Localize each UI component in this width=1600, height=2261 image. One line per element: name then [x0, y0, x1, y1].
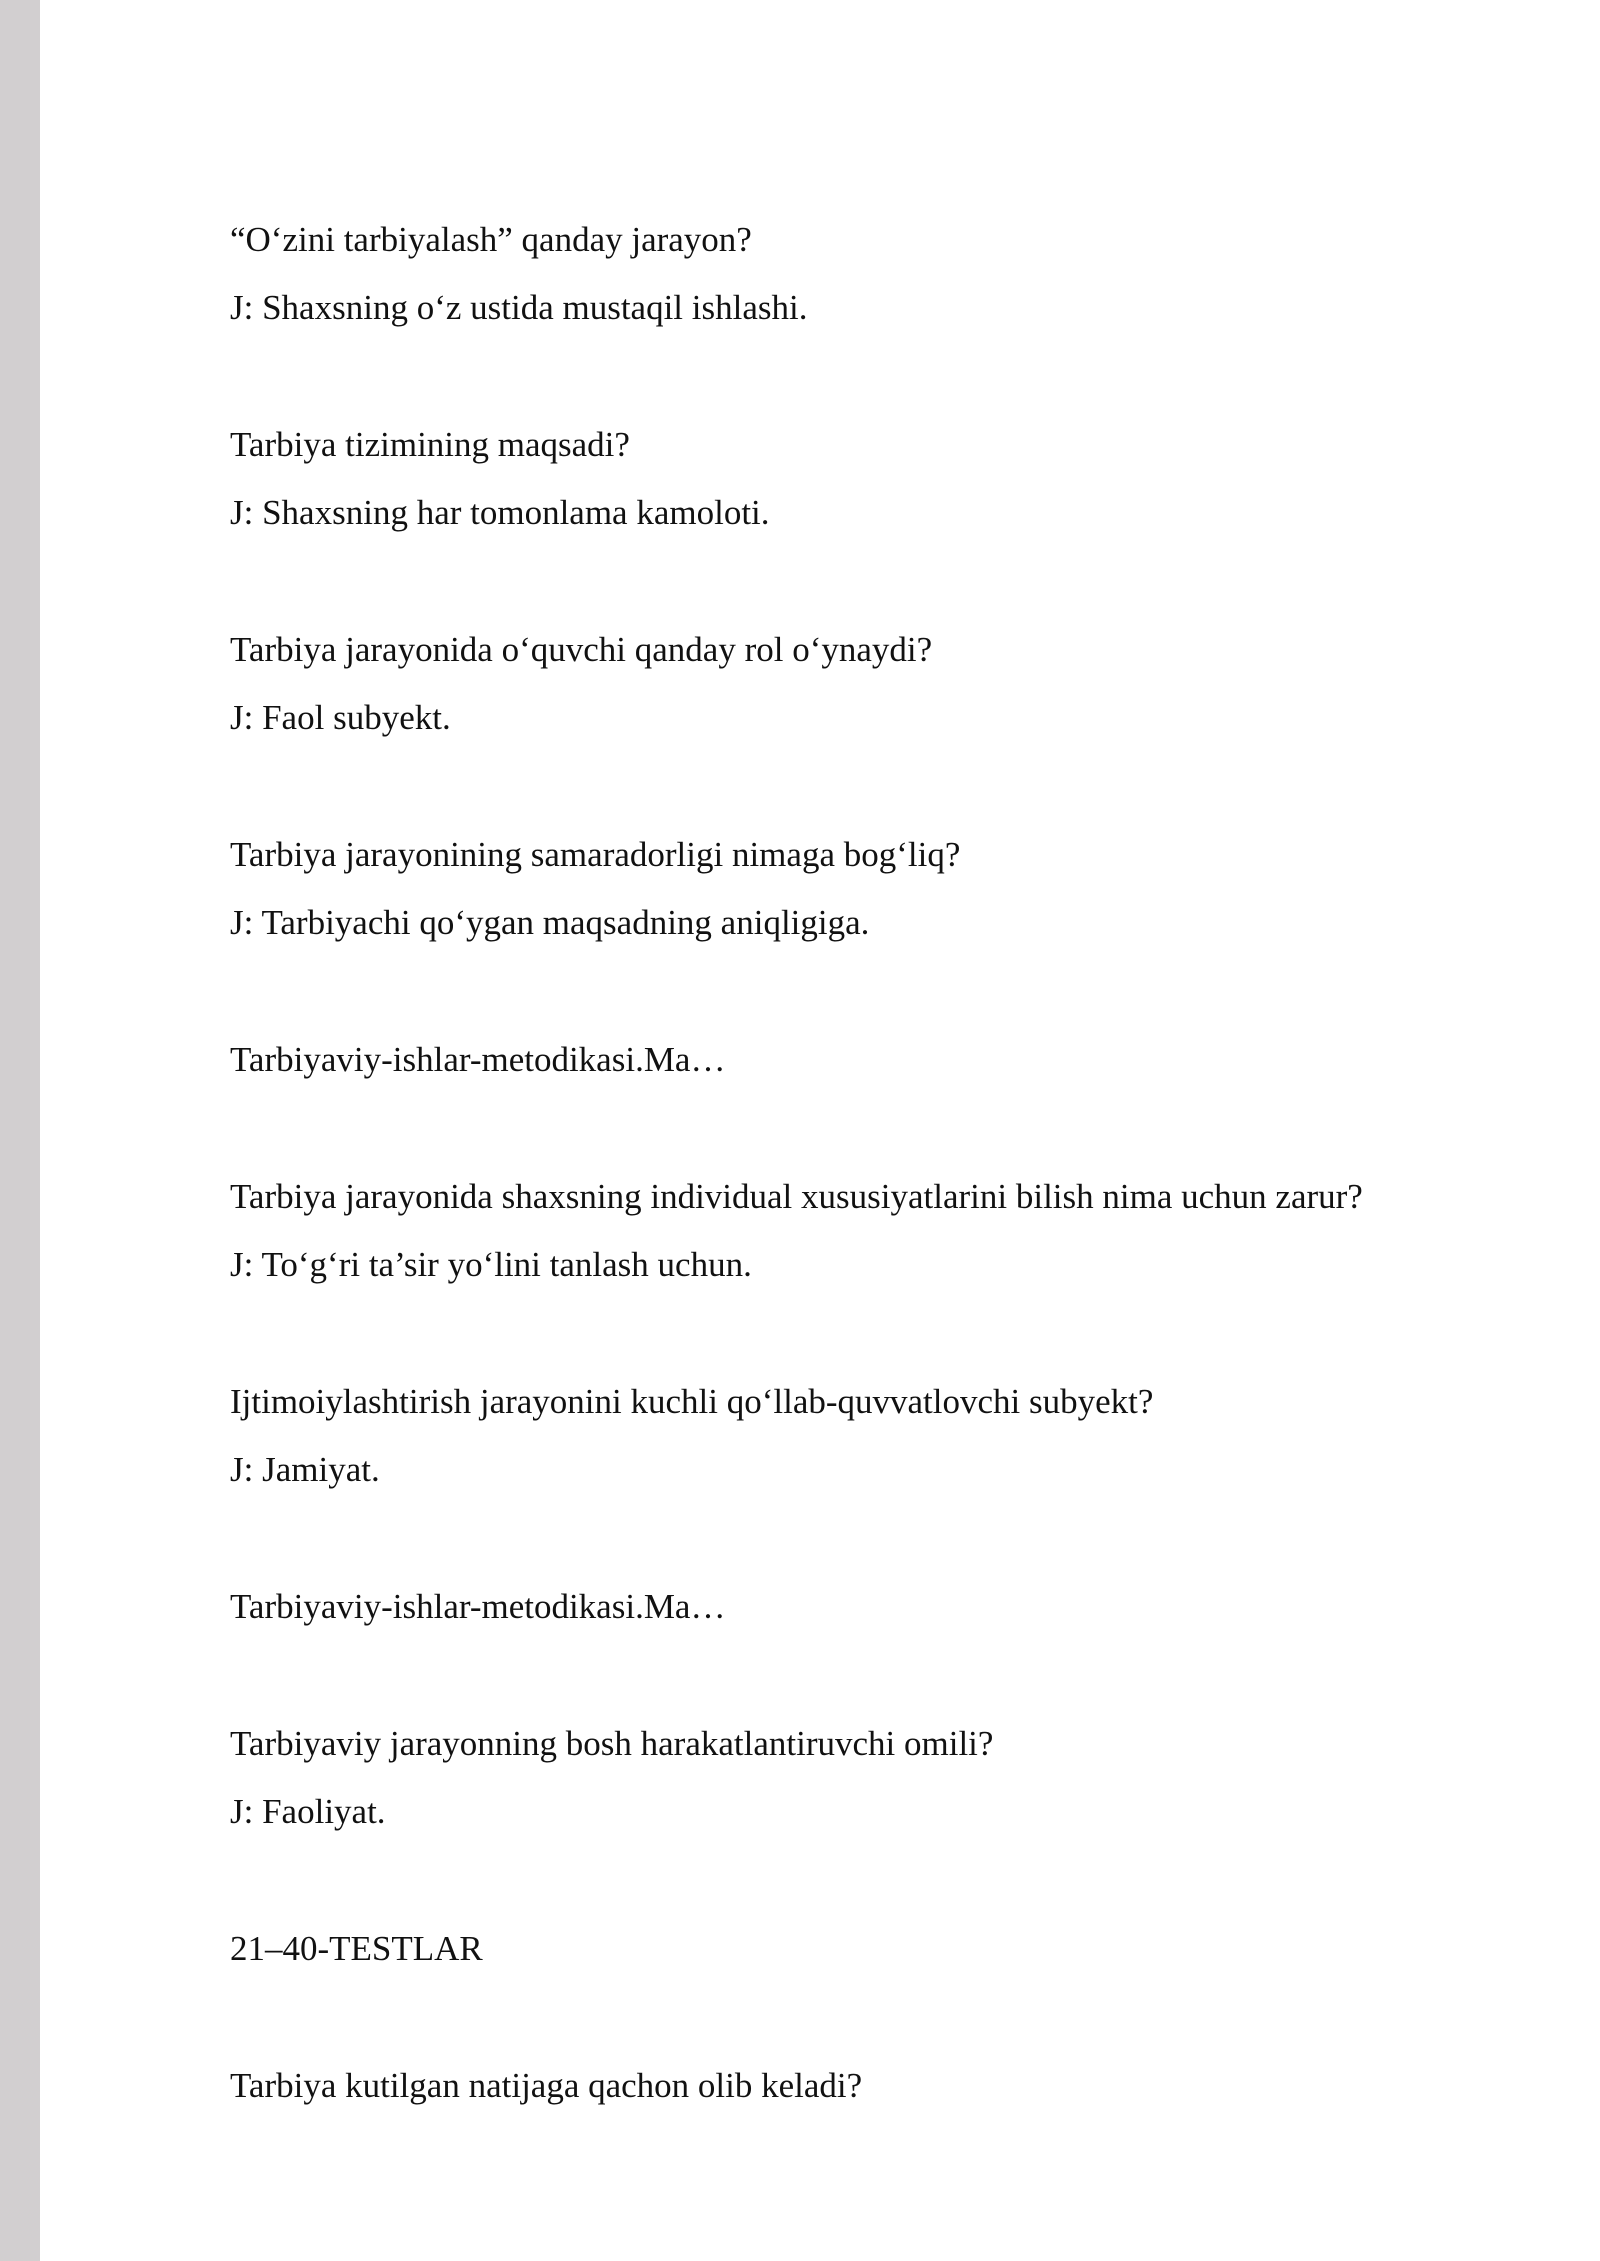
source-reference: Tarbiyaviy-ishlar-metodikasi.Ma…	[230, 1587, 726, 1626]
section-heading: 21–40-TESTLAR	[230, 1929, 483, 1968]
question-text: “O‘zini tarbiyalash” qanday jarayon?	[230, 220, 752, 259]
question-text: Tarbiya tizimining maqsadi?	[230, 425, 630, 464]
question-text: Tarbiyaviy jarayonning bosh harakatlantiruvchi omili?	[230, 1724, 994, 1763]
question-text: Ijtimoiylashtirish jarayonini kuchli qo‘llab-quvvatlovchi subyekt?	[230, 1382, 1154, 1421]
answer-text: J: Shaxsning o‘z ustida mustaqil ishlashi.	[230, 288, 808, 327]
question-text: Tarbiya jarayonining samaradorligi nimaga bog‘liq?	[230, 835, 961, 874]
answer-text: J: Shaxsning har tomonlama kamoloti.	[230, 493, 770, 532]
answer-text: J: Tarbiyachi qo‘ygan maqsadning aniqligiga.	[230, 903, 870, 942]
answer-text: J: To‘g‘ri ta’sir yo‘lini tanlash uchun.	[230, 1245, 752, 1284]
answer-text: J: Jamiyat.	[230, 1450, 380, 1489]
question-text: Tarbiya jarayonida o‘quvchi qanday rol o‘ynaydi?	[230, 630, 933, 669]
source-reference: Tarbiyaviy-ishlar-metodikasi.Ma…	[230, 1040, 726, 1079]
question-text: Tarbiya jarayonida shaxsning individual xususiyatlarini bilish nima uchun zarur?	[230, 1177, 1363, 1216]
answer-text: J: Faoliyat.	[230, 1792, 386, 1831]
question-text: Tarbiya kutilgan natijaga qachon olib keladi?	[230, 2066, 863, 2105]
answer-text: J: Faol subyekt.	[230, 698, 451, 737]
